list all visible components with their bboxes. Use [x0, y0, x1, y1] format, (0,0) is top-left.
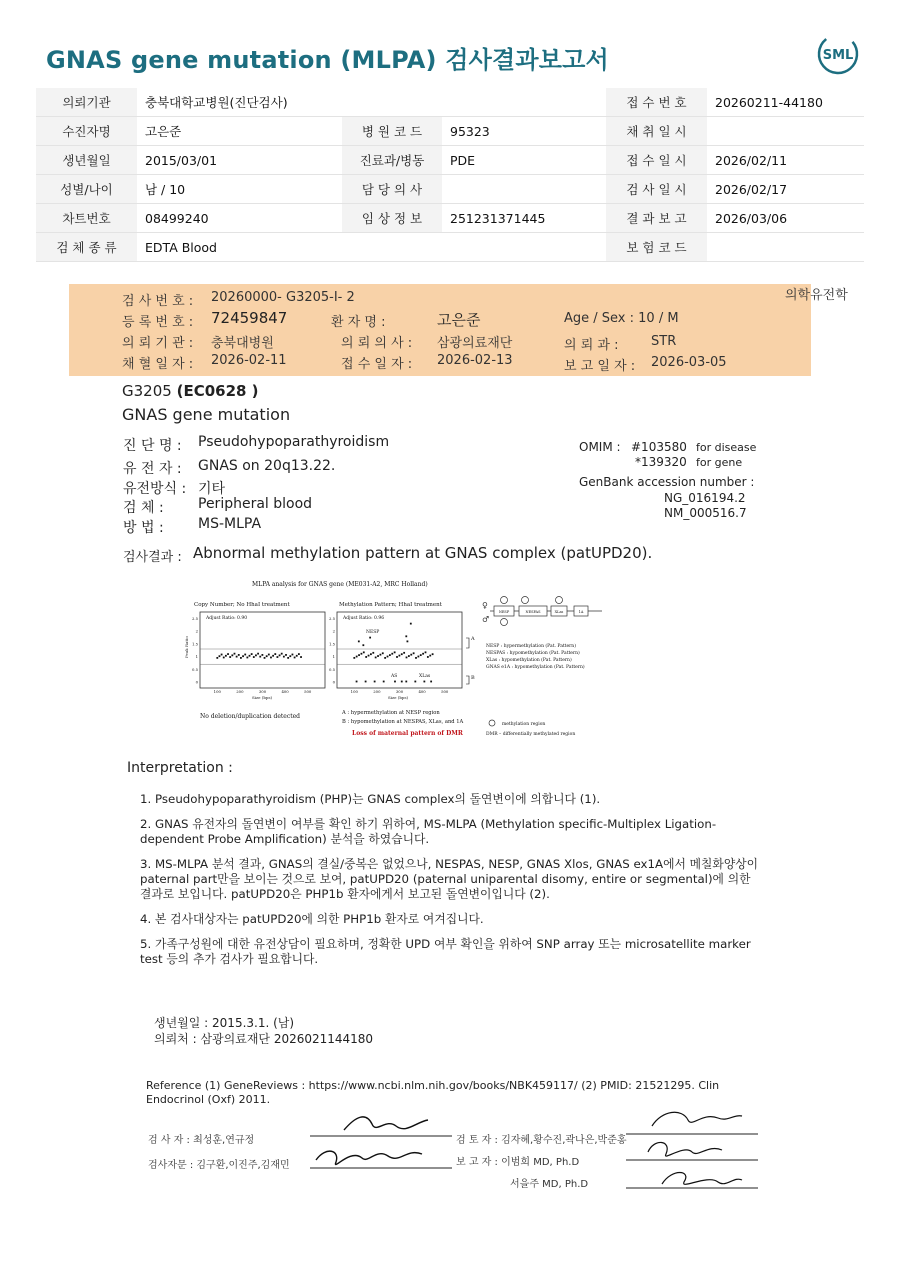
data-point: [383, 681, 385, 683]
data-point: [369, 637, 371, 639]
data-point: [408, 655, 410, 657]
gene-schematic: [482, 597, 602, 738]
genbank-1: NG_016194.2: [664, 491, 746, 505]
data-point: [422, 653, 424, 655]
data-point: [429, 655, 431, 657]
right-panel: [329, 612, 475, 737]
interp-p4: 4. 본 검사대상자는 patUPD20에 의한 PHP1b 환자로 여겨집니다.: [140, 912, 484, 926]
info-value: 충북대학교병원(진단검사): [137, 88, 342, 117]
data-point: [231, 654, 233, 656]
data-point: [401, 653, 403, 655]
meth-circle-icon: [522, 597, 529, 604]
x-tick-label: 200: [236, 689, 244, 694]
data-point: [285, 654, 287, 656]
x-tick-label: 400: [418, 689, 426, 694]
data-point: [251, 653, 253, 655]
inherit: 기타: [198, 481, 226, 497]
y-tick-label: 1.5: [191, 641, 198, 647]
inherit-label: 유전방식 :: [123, 481, 187, 497]
data-point: [413, 652, 415, 654]
scan-header: [69, 284, 848, 376]
bracket-b-label: B: [471, 675, 475, 681]
info-label: 결 과 보 고: [606, 204, 707, 233]
info-value: 2026/03/06: [707, 204, 864, 233]
data-point: [279, 654, 281, 656]
data-point: [261, 654, 263, 656]
dx-label: 진 단 명 :: [123, 438, 182, 454]
collect-label: 채 혈 일 자 :: [122, 357, 194, 372]
reviewer: 검 토 자 : 김자혜,황수진,곽나은,박준홍: [456, 1135, 627, 1146]
interp-p1: 1. Pseudohypoparathyroidism (PHP)는 GNAS complex의 돌연변이에 의합니다 (1).: [140, 792, 601, 806]
interpretation-body: [140, 792, 760, 977]
data-point: [298, 653, 300, 655]
bracket-a: [466, 638, 469, 648]
xlas-label: XLas: [419, 674, 431, 679]
data-point: [387, 656, 389, 658]
data-point: [380, 654, 382, 656]
meth-circle-icon: [501, 619, 508, 626]
info-label: 검 체 종 류: [36, 233, 137, 262]
info-label: 접 수 번 호: [606, 88, 707, 117]
data-point: [300, 656, 302, 658]
info-row: [36, 233, 864, 262]
data-point: [255, 654, 257, 656]
data-point: [396, 656, 398, 658]
data-point: [370, 653, 372, 655]
omim-1-note: for disease: [696, 441, 757, 454]
right-panel-title: Methylation Pattern; HhaI treatment: [339, 602, 442, 608]
data-point: [225, 655, 227, 657]
data-point: [266, 655, 268, 657]
x-tick-label: 200: [373, 689, 381, 694]
data-point: [410, 654, 412, 656]
male-symbol-icon: ♂: [482, 615, 490, 624]
result: Abnormal methylation pattern at GNAS complex (patUPD20).: [193, 544, 653, 562]
data-point: [372, 652, 374, 654]
data-point: [423, 681, 425, 683]
info-value: 20260211-44180: [707, 88, 864, 117]
legend-dmr-label: DMR – differentially methylated region: [486, 732, 576, 737]
reg-no-label: 등 록 번 호 :: [122, 315, 194, 330]
report-label: 보 고 일 자 :: [564, 359, 636, 374]
data-point: [405, 681, 407, 683]
dept: STR: [651, 334, 677, 349]
x-tick-label: 100: [213, 689, 221, 694]
data-point: [362, 644, 364, 646]
y-tick-label: 0: [332, 679, 335, 685]
data-point: [356, 656, 358, 658]
logo-text: SML: [822, 48, 854, 63]
y-tick-label: 0.5: [328, 666, 335, 672]
interp-p5: 5. 가족구성원에 대한 유전상담이 필요하며, 정확한 UPD 여부 확인을 위하여 SNP array 또는 microsatellite marker test 등의 추가 검사가 필요합니다.: [140, 937, 751, 966]
info-label: 성별/나이: [36, 175, 137, 204]
birth-line: 생년월일 : 2015.3.1. (남): [154, 1016, 295, 1030]
y-tick-label: 2: [195, 628, 198, 634]
data-point: [384, 657, 386, 659]
data-point: [227, 653, 229, 655]
side-vertical-text: 의학유전학: [785, 288, 848, 303]
gene-box-nesp-label: NESP: [498, 610, 510, 614]
right-xlabel: Size (bps): [388, 695, 409, 700]
x-tick-label: 300: [258, 689, 267, 694]
data-point: [353, 657, 355, 659]
genbank-2: NM_000516.7: [664, 506, 747, 520]
bracket-b: [466, 676, 469, 684]
data-point: [405, 635, 407, 637]
data-point: [401, 681, 403, 683]
report-date: 2026-03-05: [651, 355, 727, 370]
as-label: AS: [391, 674, 398, 679]
examiner: 검 사 자 : 최성훈,연규정: [148, 1135, 255, 1146]
info-value: [707, 233, 864, 262]
left-panel: [184, 612, 325, 720]
y-tick-label: 1: [195, 654, 198, 660]
y-tick-label: 1: [332, 654, 335, 660]
doctor-label: 의 뢰 의 사 :: [341, 336, 413, 351]
data-point: [391, 653, 393, 655]
data-point: [358, 654, 360, 656]
legend-line-4: GNAS e1A : hypomethylation (Pat. Pattern): [486, 665, 585, 670]
info-value: [442, 233, 606, 262]
legend-line-1: NESP : hypermethylation (Pat. Pattern): [486, 644, 576, 649]
receive-label: 접 수 일 자 :: [341, 357, 413, 372]
reference: Reference (1) GeneReviews : https://www.ncbi.nlm.nih.gov/books/NBK459117/ (2) PMID: 21521295. Clin Endocrinol (Oxf) 2011.: [146, 1079, 720, 1106]
meth-circle-icon: [501, 597, 508, 604]
gene-box-nespas-label: NESPAS: [525, 610, 541, 614]
info-value: [342, 233, 442, 262]
data-point: [410, 623, 412, 625]
bracket-a-label: A: [471, 636, 475, 642]
patient-label: 환 자 명 :: [331, 315, 386, 330]
info-value: 251231371445: [442, 204, 606, 233]
data-point: [242, 655, 244, 657]
right-ratio: Adjust Ratio: 0.96: [343, 616, 385, 621]
data-point: [427, 656, 429, 658]
data-point: [238, 654, 240, 656]
patient-name: 고은준: [437, 311, 481, 329]
data-point: [281, 653, 283, 655]
info-value: 남 / 10: [137, 175, 342, 204]
data-point: [394, 681, 396, 683]
data-point: [363, 651, 365, 653]
omim-2-note: for gene: [696, 456, 743, 469]
data-point: [268, 654, 270, 656]
data-point: [253, 656, 255, 658]
reporter-2: 서을주 MD, Ph.D: [510, 1179, 589, 1190]
omim-1: #103580: [631, 440, 687, 454]
signature-left: [306, 1108, 456, 1178]
info-value: [342, 88, 442, 117]
data-point: [249, 655, 251, 657]
omim-2: *139320: [635, 455, 687, 469]
data-point: [292, 654, 294, 656]
dept-label: 의 뢰 과 :: [564, 338, 619, 353]
gene-label: 유 전 자 :: [123, 461, 182, 477]
dx: Pseudohypoparathyroidism: [198, 434, 390, 450]
test-code-line: [122, 382, 259, 400]
y-tick-label: 0: [195, 679, 198, 685]
data-point: [365, 656, 367, 658]
legend-meth-icon: [489, 720, 495, 726]
info-row: [36, 88, 864, 117]
omim-label: OMIM :: [579, 440, 621, 454]
data-point: [398, 655, 400, 657]
data-point: [361, 653, 363, 655]
data-point: [358, 640, 360, 642]
left-xlabel: Size (bps): [252, 695, 273, 700]
info-value: PDE: [442, 146, 606, 175]
test-no-label: 검 사 번 호 :: [122, 294, 194, 309]
method-label: 방 법 :: [123, 520, 164, 536]
caption-a: A : hypermethylation at NESP region: [342, 710, 440, 716]
info-label: 의뢰기관: [36, 88, 137, 117]
data-point: [407, 640, 409, 642]
data-point: [296, 655, 298, 657]
left-ratio: Adjust Ratio: 0.90: [206, 616, 248, 621]
data-point: [221, 654, 223, 656]
caption-red: Loss of maternal pattern of DMR: [352, 730, 463, 737]
test-kit: (EC0628 ): [176, 382, 259, 400]
data-point: [289, 655, 291, 657]
figure-title: MLPA analysis for GNAS gene (ME031-A2, MRC Holland): [252, 581, 428, 588]
legend-meth-label: methylation region: [502, 722, 546, 727]
scanned-report: [66, 282, 848, 1262]
info-label: 채 취 일 시: [606, 117, 707, 146]
info-label: 담 당 의 사: [342, 175, 442, 204]
data-point: [377, 655, 379, 657]
left-ylabel: Peak Ratio: [184, 636, 189, 658]
info-value: [442, 175, 606, 204]
info-value: 08499240: [137, 204, 342, 233]
info-value: 95323: [442, 117, 606, 146]
interp-p2: 2. GNAS 유전자의 돌연변이 여부를 확인 하기 위하여, MS-MLPA (Methylation specific-Multiplex Ligation-dependent Probe Amplification) 분석을 하였습니다.: [140, 817, 717, 846]
info-label: 진료과/병동: [342, 146, 442, 175]
reg-no: 72459847: [211, 309, 288, 327]
y-tick-label: 1.5: [328, 641, 335, 647]
data-point: [420, 654, 422, 656]
y-tick-label: 2.5: [191, 616, 198, 622]
data-point: [406, 657, 408, 659]
nesp-label: NESP: [366, 630, 380, 635]
info-label: 접 수 일 시: [606, 146, 707, 175]
data-point: [425, 651, 427, 653]
data-point: [236, 656, 238, 658]
data-point: [216, 657, 218, 659]
sml-logo: [812, 30, 864, 78]
info-row: [36, 204, 864, 233]
data-point: [415, 657, 417, 659]
test-code: G3205: [122, 382, 172, 400]
data-point: [382, 652, 384, 654]
data-point: [394, 651, 396, 653]
info-label: 차트번호: [36, 204, 137, 233]
info-label: 임 상 정 보: [342, 204, 442, 233]
y-tick-label: 2.5: [328, 616, 335, 622]
data-point: [432, 653, 434, 655]
x-tick-label: 500: [304, 689, 312, 694]
receive-date: 2026-02-13: [437, 353, 513, 368]
data-point: [374, 681, 376, 683]
collect-date: 2026-02-11: [211, 353, 287, 368]
info-label: 보 험 코 드: [606, 233, 707, 262]
gene-box-1a-label: 1A: [578, 610, 584, 614]
data-point: [414, 681, 416, 683]
test-no: 20260000- G3205-I- 2: [211, 290, 355, 305]
data-point: [246, 657, 248, 659]
info-value: 고은준: [137, 117, 342, 146]
data-point: [277, 656, 279, 658]
report-title: GNAS gene mutation (MLPA) 검사결과보고서: [46, 46, 609, 74]
reporter: 보 고 자 : 이범희 MD, Ph.D: [456, 1157, 580, 1168]
genbank-label: GenBank accession number :: [579, 475, 755, 489]
y-tick-label: 0.5: [191, 666, 198, 672]
meth-circle-icon: [556, 597, 563, 604]
info-label: 병 원 코 드: [342, 117, 442, 146]
gene-box-xlas-label: XLas: [554, 610, 564, 614]
data-point: [274, 653, 276, 655]
info-value: 2015/03/01: [137, 146, 342, 175]
patient-info-table: [36, 88, 864, 262]
data-point: [294, 657, 296, 659]
x-tick-label: 400: [281, 689, 289, 694]
data-point: [287, 657, 289, 659]
legend-line-3: XLas : hypomethylation (Pat. Pattern): [486, 658, 572, 663]
data-point: [244, 654, 246, 656]
left-plot-frame: [200, 612, 325, 688]
info-row: [36, 117, 864, 146]
x-tick-label: 500: [441, 689, 449, 694]
info-value: 2026/02/11: [707, 146, 864, 175]
data-point: [368, 655, 370, 657]
test-name: GNAS gene mutation: [122, 405, 291, 424]
data-point: [283, 656, 285, 658]
data-point: [430, 681, 432, 683]
info-value: [442, 88, 606, 117]
gene: GNAS on 20q13.22.: [198, 458, 336, 474]
data-point: [270, 657, 272, 659]
x-tick-label: 100: [350, 689, 358, 694]
method: MS-MLPA: [198, 516, 262, 532]
data-point: [417, 656, 419, 658]
right-plot-frame: [337, 612, 462, 688]
info-label: 생년월일: [36, 146, 137, 175]
data-point: [264, 657, 266, 659]
info-row: [36, 146, 864, 175]
data-point: [403, 652, 405, 654]
info-value: [707, 117, 864, 146]
x-tick-label: 300: [395, 689, 404, 694]
data-point: [257, 653, 259, 655]
result-label: 검사결과 :: [123, 550, 182, 565]
referral-line: 의뢰처 : 삼광의료재단 2026021144180: [154, 1032, 374, 1046]
data-point: [223, 657, 225, 659]
inst: 충북대병원: [211, 336, 274, 351]
specimen: Peripheral blood: [198, 496, 313, 512]
data-point: [365, 681, 367, 683]
interp-heading: Interpretation :: [127, 760, 233, 776]
info-value: 2026/02/17: [707, 175, 864, 204]
data-point: [234, 653, 236, 655]
interp-p3: 3. MS-MLPA 분석 결과, GNAS의 결실/중복은 없었으나, NESPAS, NESP, GNAS Xlos, GNAS ex1A에서 메칠화양상이 paternal part만을 보이는 것으로 보여, patUPD20 (paternal uniparental disomy, entire or segmental)에 의한 결과로 보입니다. patUPD20은 PHP1b 환자에게서 보고된 돌연변이입니다 (2).: [140, 857, 759, 901]
info-label: 검 사 일 시: [606, 175, 707, 204]
specimen-label: 검 체 :: [123, 500, 164, 516]
female-symbol-icon: ♀: [482, 601, 488, 610]
info-row: [36, 175, 864, 204]
data-point: [219, 655, 221, 657]
mlpa-figure: [182, 578, 622, 758]
doctor: 삼광의료재단: [437, 336, 513, 351]
data-point: [229, 656, 231, 658]
left-panel-title: Copy Number; No HhaI treatment: [194, 602, 290, 608]
info-value: EDTA Blood: [137, 233, 342, 262]
data-point: [389, 654, 391, 656]
y-tick-label: 2: [332, 628, 335, 634]
data-point: [259, 656, 261, 658]
left-caption: No deletion/duplication detected: [200, 713, 301, 720]
age-sex: Age / Sex : 10 / M: [564, 311, 679, 326]
data-point: [375, 657, 377, 659]
data-point: [356, 681, 358, 683]
advisor: 검사자문 : 김구환,이진주,김재민: [148, 1160, 290, 1171]
caption-b: B : hypomethylation at NESPAS, XLas, and 1A: [342, 719, 464, 725]
inst-label: 의 뢰 기 관 :: [122, 336, 194, 351]
data-point: [240, 657, 242, 659]
legend-line-2: NESPAS : hypomethylation (Pat. Pattern): [486, 651, 580, 656]
data-point: [272, 655, 274, 657]
info-label: 수진자명: [36, 117, 137, 146]
signature-right: [622, 1104, 762, 1200]
